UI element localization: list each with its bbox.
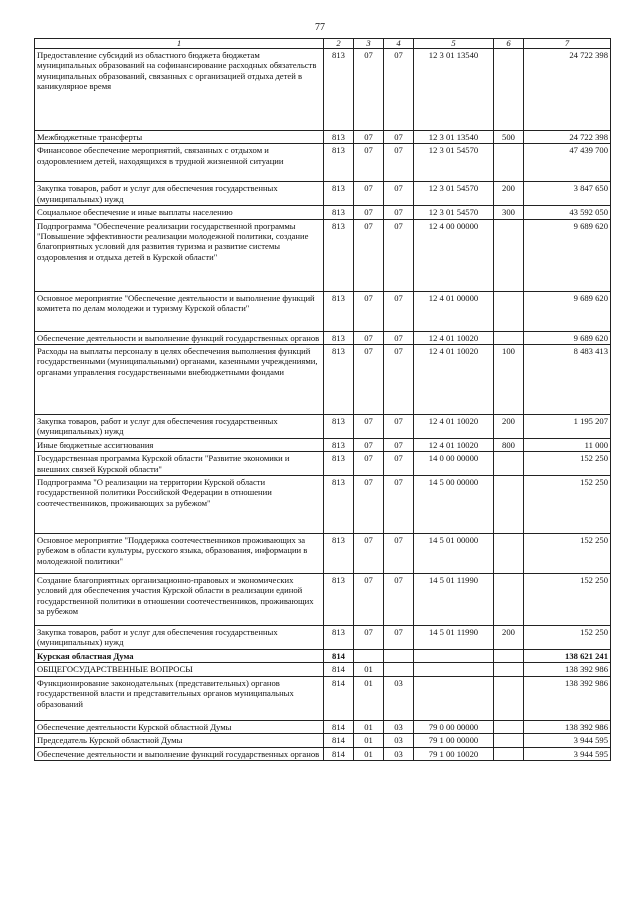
row-rz: 07 — [354, 206, 384, 219]
row-csr: 12 4 01 10020 — [414, 438, 494, 451]
row-grbs: 814 — [324, 747, 354, 760]
row-vr — [494, 534, 524, 574]
row-grbs: 814 — [324, 663, 354, 676]
column-header: 3 — [354, 39, 384, 49]
row-sum: 138 621 241 — [524, 649, 611, 662]
column-header: 6 — [494, 39, 524, 49]
row-grbs: 813 — [324, 131, 354, 144]
row-csr: 12 3 01 13540 — [414, 131, 494, 144]
row-grbs: 813 — [324, 452, 354, 476]
table-row — [35, 534, 611, 574]
row-vr: 300 — [494, 206, 524, 219]
table-row — [35, 182, 611, 206]
row-sum: 138 392 986 — [524, 720, 611, 733]
row-csr: 14 5 01 11990 — [414, 626, 494, 650]
row-name: Подпрограмма "О реализации на территории Курской области государственной политики Российской Федерации в отношении соотечественников, проживающих за рубежом" — [35, 476, 324, 534]
row-pr: 07 — [384, 476, 414, 534]
table-row — [35, 144, 611, 182]
row-pr: 07 — [384, 534, 414, 574]
column-header: 5 — [414, 39, 494, 49]
budget-table — [34, 38, 611, 761]
row-sum: 9 689 620 — [524, 331, 611, 344]
row-csr: 12 4 01 00000 — [414, 291, 494, 331]
row-rz: 07 — [354, 415, 384, 439]
row-rz: 01 — [354, 747, 384, 760]
row-rz: 07 — [354, 144, 384, 182]
row-rz: 07 — [354, 626, 384, 650]
row-pr: 07 — [384, 144, 414, 182]
column-header: 7 — [524, 39, 611, 49]
row-sum: 152 250 — [524, 626, 611, 650]
table-row — [35, 626, 611, 650]
table-row — [35, 720, 611, 733]
row-vr — [494, 144, 524, 182]
row-rz: 07 — [354, 331, 384, 344]
table-row — [35, 734, 611, 747]
row-pr: 03 — [384, 734, 414, 747]
row-vr — [494, 734, 524, 747]
row-sum: 9 689 620 — [524, 291, 611, 331]
row-csr: 12 4 01 10020 — [414, 345, 494, 415]
row-sum: 1 195 207 — [524, 415, 611, 439]
row-name: Функционирование законодательных (представительных) органов государственной власти и представительных органов муниципальных образований — [35, 676, 324, 720]
row-grbs: 813 — [324, 182, 354, 206]
row-csr: 14 5 01 11990 — [414, 574, 494, 626]
table-row — [35, 415, 611, 439]
table-row — [35, 676, 611, 720]
row-pr — [384, 649, 414, 662]
row-sum: 152 250 — [524, 534, 611, 574]
row-pr: 03 — [384, 720, 414, 733]
row-sum: 43 592 050 — [524, 206, 611, 219]
row-csr: 12 3 01 54570 — [414, 144, 494, 182]
row-pr: 07 — [384, 182, 414, 206]
row-csr: 79 1 00 10020 — [414, 747, 494, 760]
row-pr: 07 — [384, 291, 414, 331]
table-row — [35, 345, 611, 415]
row-rz: 07 — [354, 438, 384, 451]
row-sum: 3 847 650 — [524, 182, 611, 206]
row-grbs: 813 — [324, 574, 354, 626]
row-name: ОБЩЕГОСУДАРСТВЕННЫЕ ВОПРОСЫ — [35, 663, 324, 676]
row-sum: 8 483 413 — [524, 345, 611, 415]
row-pr: 07 — [384, 452, 414, 476]
row-pr: 07 — [384, 131, 414, 144]
table-row — [35, 663, 611, 676]
row-name: Основное мероприятие "Поддержка соотечественников проживающих за рубежом в области культуры, русского языка, образования, информации в молодежной политики" — [35, 534, 324, 574]
row-vr — [494, 476, 524, 534]
row-rz — [354, 649, 384, 662]
row-sum: 138 392 986 — [524, 676, 611, 720]
row-csr — [414, 676, 494, 720]
row-csr: 79 1 00 00000 — [414, 734, 494, 747]
column-header: 4 — [384, 39, 414, 49]
row-rz: 01 — [354, 734, 384, 747]
row-vr — [494, 49, 524, 131]
row-vr: 200 — [494, 415, 524, 439]
row-vr: 200 — [494, 626, 524, 650]
row-rz: 01 — [354, 720, 384, 733]
row-pr: 07 — [384, 331, 414, 344]
row-sum: 47 439 700 — [524, 144, 611, 182]
row-name: Финансовое обеспечение мероприятий, связанных с отдыхом и оздоровлением детей, находящихся в трудной жизненной ситуации — [35, 144, 324, 182]
row-sum: 152 250 — [524, 452, 611, 476]
row-pr: 07 — [384, 415, 414, 439]
row-rz: 07 — [354, 574, 384, 626]
row-grbs: 813 — [324, 345, 354, 415]
row-name: Основное мероприятие "Обеспечение деятельности и выполнение функций комитета по делам молодежи и туризму Курской области" — [35, 291, 324, 331]
row-pr: 07 — [384, 438, 414, 451]
row-name: Государственная программа Курской области "Развитие экономики и внешних связей Курской области" — [35, 452, 324, 476]
row-vr — [494, 331, 524, 344]
row-csr: 12 3 01 54570 — [414, 206, 494, 219]
row-grbs: 814 — [324, 676, 354, 720]
row-vr: 200 — [494, 182, 524, 206]
row-rz: 07 — [354, 534, 384, 574]
row-vr — [494, 720, 524, 733]
row-rz: 07 — [354, 345, 384, 415]
row-pr: 07 — [384, 626, 414, 650]
row-rz: 07 — [354, 131, 384, 144]
page-number: 77 — [315, 22, 325, 33]
row-pr — [384, 663, 414, 676]
row-csr: 12 4 01 10020 — [414, 331, 494, 344]
table-row — [35, 219, 611, 291]
column-header: 1 — [35, 39, 324, 49]
row-name: Подпрограмма "Обеспечение реализации государственной программы "Повышение эффективности реализации молодежной политики, создание благоприятных условий для развития туризма и развитие системы оздоровления и отдыха детей в Курской области" — [35, 219, 324, 291]
row-name: Закупка товаров, работ и услуг для обеспечения государственных (муниципальных) нужд — [35, 626, 324, 650]
row-grbs: 813 — [324, 626, 354, 650]
row-sum: 24 722 398 — [524, 49, 611, 131]
table-row — [35, 131, 611, 144]
table-row — [35, 331, 611, 344]
row-csr: 14 5 00 00000 — [414, 476, 494, 534]
table-row — [35, 206, 611, 219]
table-row — [35, 49, 611, 131]
row-sum: 152 250 — [524, 476, 611, 534]
row-csr — [414, 649, 494, 662]
row-grbs: 813 — [324, 331, 354, 344]
row-name: Расходы на выплаты персоналу в целях обеспечения выполнения функций государственными (муниципальными) органами, казенными учреждениями, органами управления государственными внебюджетными фондами — [35, 345, 324, 415]
row-pr: 07 — [384, 49, 414, 131]
row-sum: 3 944 595 — [524, 734, 611, 747]
row-rz: 07 — [354, 476, 384, 534]
row-grbs: 813 — [324, 476, 354, 534]
row-vr: 500 — [494, 131, 524, 144]
row-rz: 01 — [354, 676, 384, 720]
row-csr — [414, 663, 494, 676]
row-vr — [494, 649, 524, 662]
row-vr: 100 — [494, 345, 524, 415]
row-grbs: 813 — [324, 144, 354, 182]
table-row — [35, 476, 611, 534]
table-header-row — [35, 39, 611, 49]
row-vr — [494, 219, 524, 291]
row-sum: 138 392 986 — [524, 663, 611, 676]
row-grbs: 813 — [324, 534, 354, 574]
row-csr: 14 5 01 00000 — [414, 534, 494, 574]
row-csr: 12 4 00 00000 — [414, 219, 494, 291]
row-grbs: 813 — [324, 438, 354, 451]
row-grbs: 813 — [324, 219, 354, 291]
row-pr: 07 — [384, 206, 414, 219]
row-grbs: 814 — [324, 649, 354, 662]
row-csr: 14 0 00 00000 — [414, 452, 494, 476]
row-name: Обеспечение деятельности и выполнение функций государственных органов — [35, 331, 324, 344]
table-row — [35, 747, 611, 760]
row-vr — [494, 676, 524, 720]
table-row — [35, 452, 611, 476]
row-name: Создание благоприятных организационно-правовых и экономических условий для обеспечения участия Курской области в реализации единой государственной политики в отношении соотечественников, проживающих за рубежом — [35, 574, 324, 626]
row-vr — [494, 747, 524, 760]
row-grbs: 814 — [324, 720, 354, 733]
table-row — [35, 574, 611, 626]
row-csr: 79 0 00 00000 — [414, 720, 494, 733]
row-name: Предоставление субсидий из областного бюджета бюджетам муниципальных образований на софинансирование расходных обязательств муниципальных образований, связанных с организацией отдыха детей в каникулярное время — [35, 49, 324, 131]
row-sum: 9 689 620 — [524, 219, 611, 291]
row-pr: 07 — [384, 219, 414, 291]
table-row — [35, 438, 611, 451]
row-rz: 07 — [354, 219, 384, 291]
row-rz: 07 — [354, 49, 384, 131]
row-name: Председатель Курской областной Думы — [35, 734, 324, 747]
row-grbs: 814 — [324, 734, 354, 747]
row-grbs: 813 — [324, 206, 354, 219]
row-csr: 12 3 01 54570 — [414, 182, 494, 206]
row-name: Закупка товаров, работ и услуг для обеспечения государственных (муниципальных) нужд — [35, 415, 324, 439]
row-grbs: 813 — [324, 49, 354, 131]
row-rz: 07 — [354, 452, 384, 476]
row-csr: 12 3 01 13540 — [414, 49, 494, 131]
row-vr — [494, 574, 524, 626]
row-name: Закупка товаров, работ и услуг для обеспечения государственных (муниципальных) нужд — [35, 182, 324, 206]
row-name: Обеспечение деятельности Курской областной Думы — [35, 720, 324, 733]
row-pr: 07 — [384, 345, 414, 415]
row-grbs: 813 — [324, 291, 354, 331]
row-vr — [494, 452, 524, 476]
column-header: 2 — [324, 39, 354, 49]
row-pr: 03 — [384, 676, 414, 720]
row-vr: 800 — [494, 438, 524, 451]
table-row — [35, 649, 611, 662]
row-grbs: 813 — [324, 415, 354, 439]
row-name: Межбюджетные трансферты — [35, 131, 324, 144]
row-pr: 03 — [384, 747, 414, 760]
row-vr — [494, 663, 524, 676]
row-rz: 07 — [354, 182, 384, 206]
row-name: Обеспечение деятельности и выполнение функций государственных органов — [35, 747, 324, 760]
row-name: Курская областная Дума — [35, 649, 324, 662]
row-sum: 24 722 398 — [524, 131, 611, 144]
row-sum: 11 000 — [524, 438, 611, 451]
row-pr: 07 — [384, 574, 414, 626]
row-csr: 12 4 01 10020 — [414, 415, 494, 439]
table-row — [35, 291, 611, 331]
row-sum: 152 250 — [524, 574, 611, 626]
row-rz: 01 — [354, 663, 384, 676]
row-rz: 07 — [354, 291, 384, 331]
row-vr — [494, 291, 524, 331]
row-sum: 3 944 595 — [524, 747, 611, 760]
row-name: Социальное обеспечение и иные выплаты населению — [35, 206, 324, 219]
row-name: Иные бюджетные ассигнования — [35, 438, 324, 451]
